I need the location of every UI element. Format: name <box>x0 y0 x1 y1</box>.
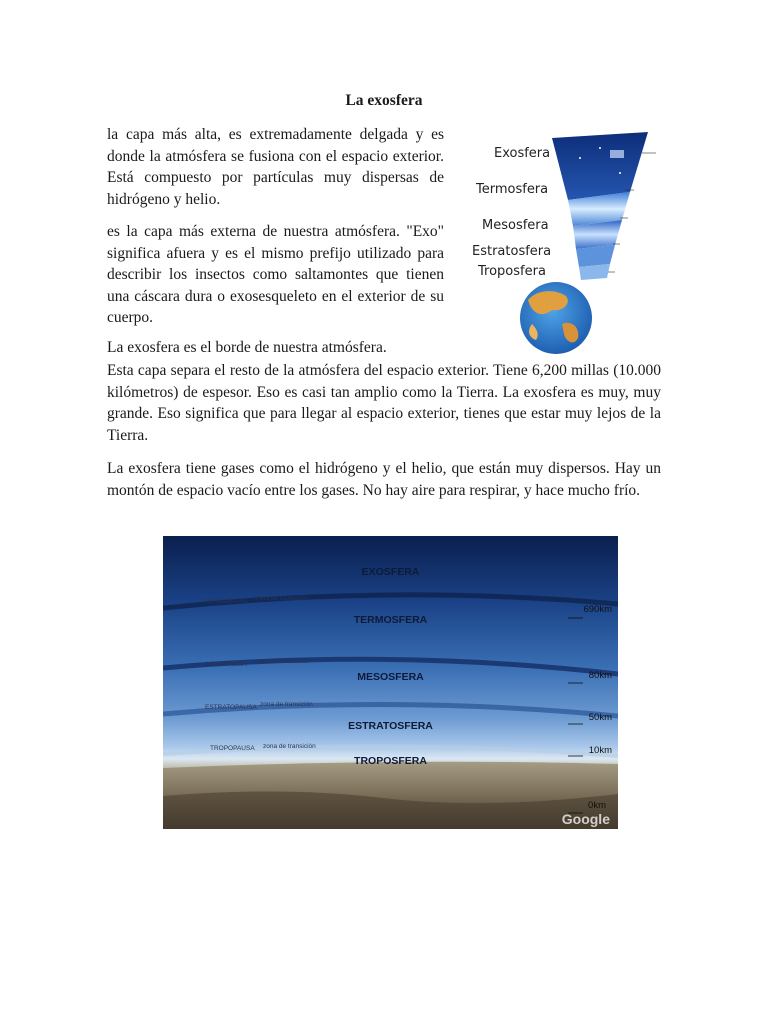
transition-label-1: zona de transición <box>255 595 308 602</box>
layer-mesosfera: MESOSFERA <box>357 671 424 683</box>
google-watermark: Google <box>561 811 610 827</box>
paragraph-3-first-line: La exosfera es el borde de nuestra atmósfera. <box>107 339 387 356</box>
layer-estratosfera: ESTRATOSFERA <box>348 720 433 732</box>
transition-label-2: zona de transición <box>257 658 310 665</box>
atmosphere-layers-graphic <box>470 128 665 356</box>
layer-label-termosfera: Termosfera <box>476 182 549 197</box>
paragraph-3: Esta capa separa el resto de la atmósfera del espacio exterior. Tiene 6,200 millas (10.000 kilómetros) de espesor. Eso es casi tan amplio como la Tierra. La exosfera es muy, muy grande. Eso significa que para llegar al espacio exterior, tienes que estar muy lejos de la Tierra. <box>107 362 661 444</box>
transition-label-4: zona de transición <box>263 743 316 750</box>
layer-label-estratosfera: Estratosfera <box>472 244 552 259</box>
layer-exosfera: EXOSFERA <box>361 566 420 578</box>
layer-termosfera: TERMOSFERA <box>353 614 428 626</box>
pause-mesopausa: MESOPAUSA <box>206 661 247 668</box>
layer-troposfera: TROPOSFERA <box>354 755 427 767</box>
layer-label-exosfera: Exosfera <box>494 146 551 161</box>
altitude-0km: 0km <box>588 800 606 811</box>
pause-estratopausa: ESTRATOPAUSA <box>205 704 257 711</box>
transition-label-3: zona de transición <box>260 701 313 708</box>
atmosphere-photo-figure <box>163 536 618 829</box>
atmosphere-layers-figure <box>470 128 665 356</box>
page-title: La exosfera <box>345 92 423 109</box>
paragraph-4: La exosfera tiene gases como el hidrógeno y el helio, que están muy dispersos. Hay un montón de espacio vacío entre los gases. No hay aire para respirar, y hace mucho frío. <box>107 460 661 499</box>
paragraph-1: la capa más alta, es extremadamente delgada y es donde la atmósfera se fusiona con el espacio exterior. Está compuesto por partículas muy dispersas de hidrógeno y helio. <box>107 126 444 208</box>
pause-tropopausa: TROPOPAUSA <box>210 745 255 752</box>
altitude-50km: 50km <box>588 712 612 723</box>
altitude-10km: 10km <box>588 745 612 756</box>
pause-termopausa: TERMOPAUSA <box>203 598 249 605</box>
layer-label-troposfera: Troposfera <box>478 264 546 279</box>
paragraph-2: es la capa más externa de nuestra atmósfera. "Exo" significa afuera y es el mismo prefijo utilizado para describir los insectos como saltamontes que tienen una cáscara dura o exosesqueleto en el exterior de su cuerpo. <box>107 223 444 326</box>
altitude-80km: 80km <box>588 670 612 681</box>
layer-label-mesosfera: Mesosfera <box>482 218 549 233</box>
altitude-690km: 690km <box>583 604 612 615</box>
